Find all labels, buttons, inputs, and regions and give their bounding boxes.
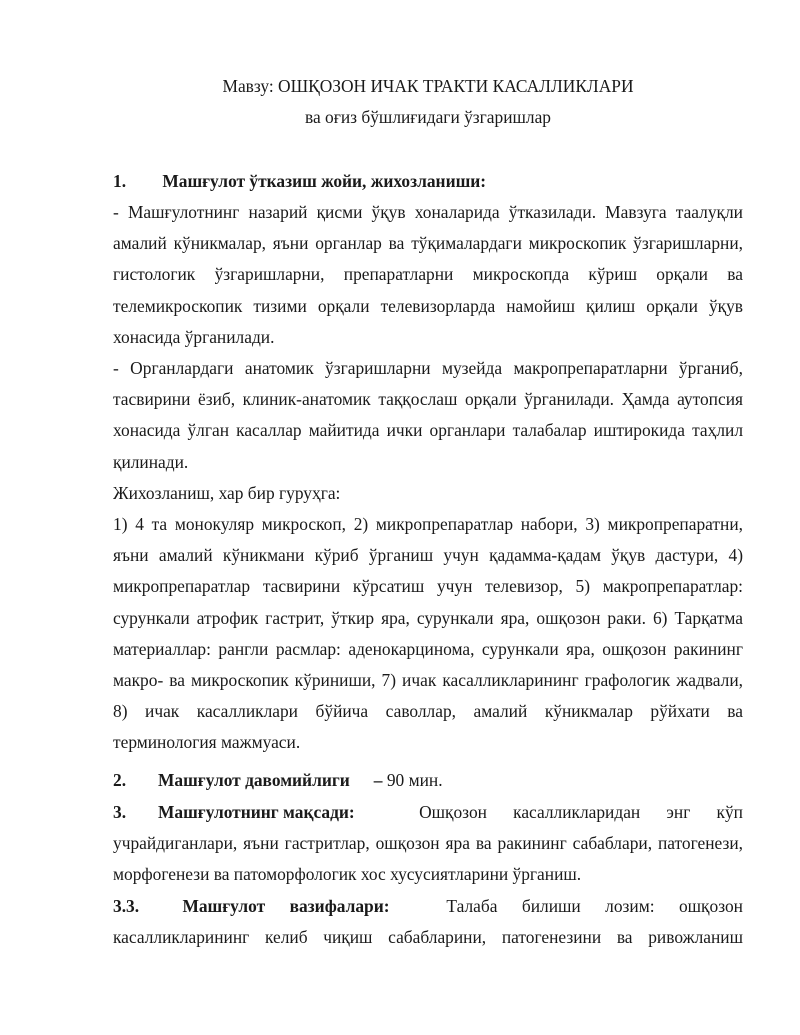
section-3-3-number: 3.3. — [113, 896, 140, 916]
section-3-lead-word-3: энг — [666, 802, 691, 822]
section-3-3-text: касалликларининг келиб чиқиш сабабларини, патогенезини ва ривожланиш — [113, 927, 743, 948]
section-2-line — [113, 765, 743, 796]
section-3-number: 3. — [113, 802, 127, 822]
section-3-lead-word-4: кўп — [716, 802, 743, 822]
section-1-number: 1. — [113, 171, 127, 191]
section-3-3-block — [113, 891, 743, 953]
section-3-lead-word-1: Ошқозон — [419, 802, 487, 822]
section-3-3-heading-word-2: вазифалари: — [289, 896, 390, 916]
section-1-paragraph-3: Жихозланиш, хар бир гуруҳга: — [113, 482, 341, 503]
section-2-title: Машғулот давомийлиги — [158, 770, 350, 790]
section-3-3-lead-line — [113, 891, 743, 922]
section-3-heading — [113, 797, 355, 828]
section-3-text: учрайдиганлари, яъни гастритлар, ошқозон яра ва ракининг сабаблари, патогенези, морфогенези ва патоморфологик хос хусусиятларини ўрганиш. — [113, 833, 743, 885]
section-3-title: Машғулотнинг мақсади: — [158, 802, 355, 822]
section-1-title: Машғулот ўтказиш жойи, жихозланиши: — [162, 171, 487, 191]
section-2-value: 90 мин. — [386, 770, 443, 790]
section-3-3-heading-word-1: Машғулот — [182, 896, 266, 916]
section-1-body — [113, 197, 743, 759]
section-3-block — [113, 797, 743, 891]
section-1-heading — [113, 166, 743, 197]
section-2-dash: – — [373, 770, 383, 790]
section-3-3-lead-word-1: Талаба — [446, 896, 498, 916]
section-3-3-lead-word-4: ошқозон — [678, 896, 743, 916]
section-3-lead-word-2: касалликларидан — [513, 802, 641, 822]
section-1-paragraph-1: - Машғулотнинг назарий қисми ўқув хоналарида ўтказилади. Мавзуга таалуқли амалий кўникмалар, яъни органлар ва тўқималардаги микроскопик ўзгаришларни, гистологик ўзгаришларни, препаратларни микроскопда кўриш орқали ва телемикроскопик тизими орқали телевизорларда намойиш қилиш орқали ўқув хонасида ўрганилади. — [113, 202, 743, 347]
document-title: Мавзу: ОШҚОЗОН ИЧАК ТРАКТИ КАСАЛЛИКЛАРИ — [222, 76, 634, 96]
section-2-number: 2. — [113, 770, 127, 790]
document-subtitle: ва оғиз бўшлиғидаги ўзгаришлар — [304, 107, 552, 127]
section-1-paragraph-4: 1) 4 та монокуляр микроскоп, 2) микропрепаратлар набори, 3) микропрепаратни, яъни амалий кўникмани кўриб ўрганиш учун қадамма-қадам ўқув дастури, 4) микропрепаратлар тасвирини кўрсатиш учун телевизор, 5) макропрепаратлар: сурункали атрофик гастрит, ўткир яра, сурункали яра, ошқозон раки. 6) Тарқатма материаллар: рангли расмлар: аденокарцинома, сурункали яра, ошқозон ракининг макро- ва микроскопик кўриниши, 7) ичак касалликларининг графологик жадвали, 8) ичак касалликлари бўйича саволлар, амалий кўникмалар рўйхати ва терминология мажмуаси. — [113, 514, 743, 753]
section-3-lead-line — [113, 797, 743, 828]
section-3-3-lead-word-2: билиши — [521, 896, 581, 916]
section-3-3-lead-word-3: лозим: — [605, 896, 655, 916]
section-1-paragraph-2: - Органлардаги анатомик ўзгаришларни музейда макропрепаратларни ўрганиб, тасвирини ёзиб, клиник-анатомик таққослаш орқали ўрганилади. Ҳамда аутопсия хонасида ўлган касаллар майитида ички органлари талабалар иштирокида таҳлил қилинади. — [113, 358, 743, 472]
